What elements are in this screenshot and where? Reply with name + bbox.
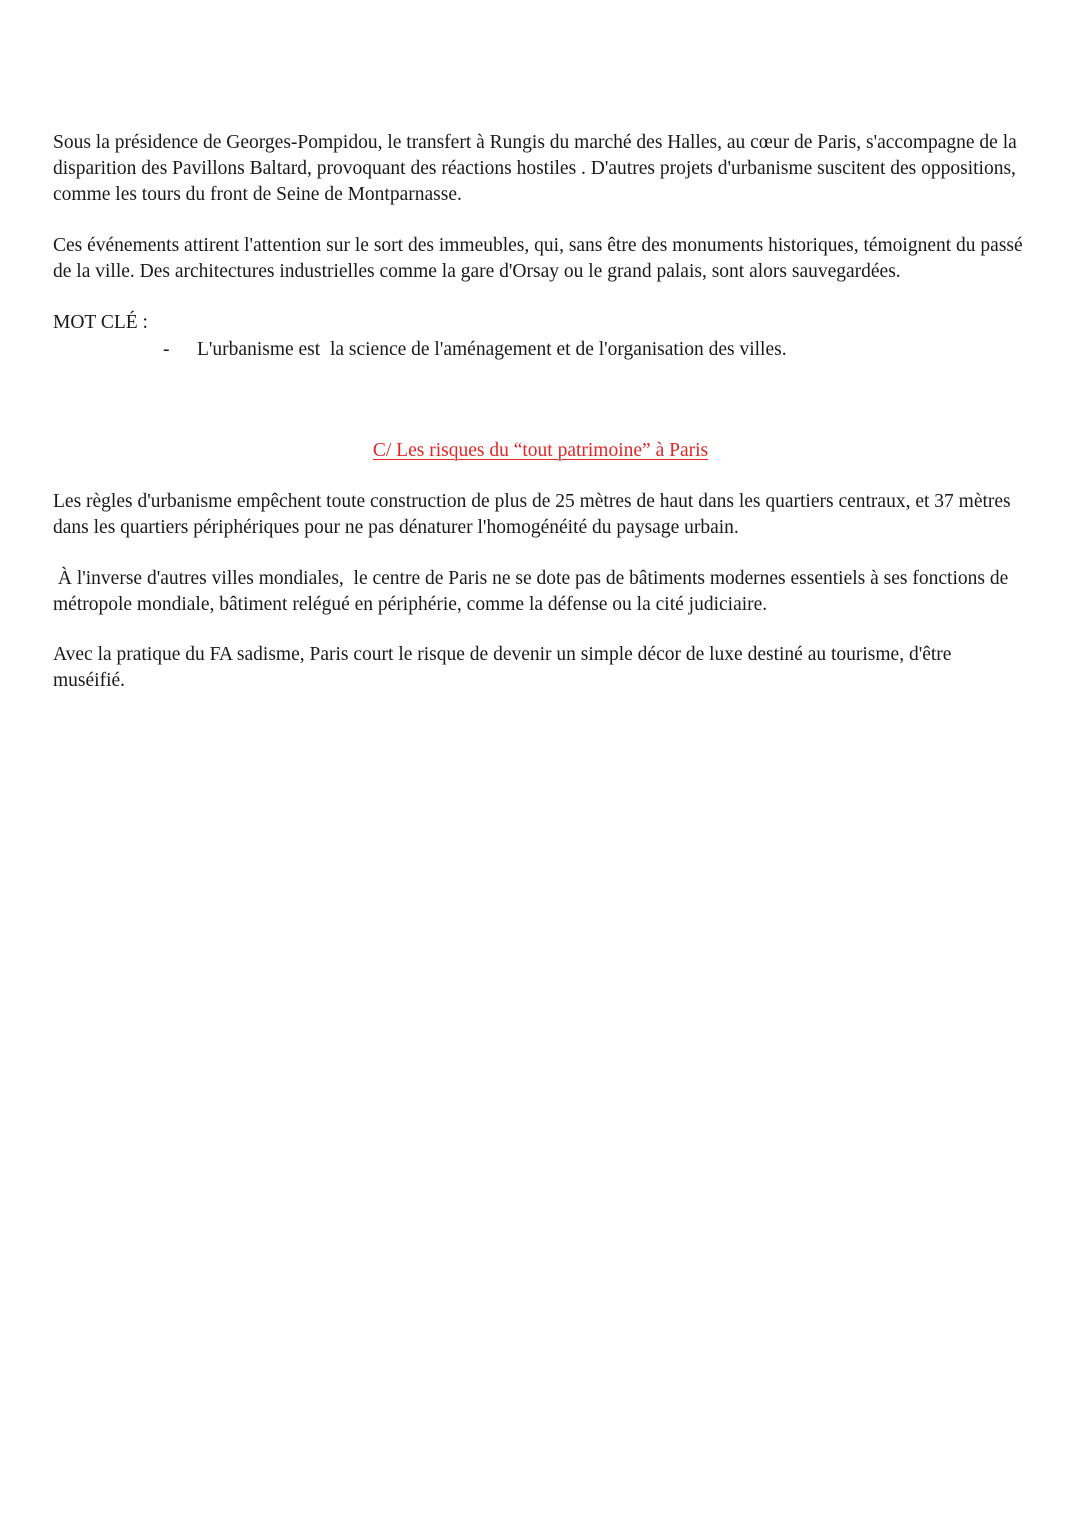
paragraph-immeubles-sauvegarde: Ces événements attirent l'attention sur le sort des immeubles, qui, sans être des monuments historiques, témoignent du passé de la ville. Des architectures industrielles comme la gare d'Orsay ou le grand palais, sont alors sauvegardées. bbox=[53, 235, 1023, 282]
paragraph-pompidou-halles: Sous la présidence de Georges-Pompidou, le transfert à Rungis du marché des Halles, au cœur de Paris, s'accompagne de la disparition des Pavillons Baltard, provoquant des réactions hostiles . D'autres projets d'urbanisme suscitent des oppositions, comme les tours du front de Seine de Montparnasse. bbox=[53, 132, 1017, 205]
section-heading-c: C/ Les risques du “tout patrimoine” à Paris bbox=[372, 440, 709, 461]
paragraph-regles-urbanisme: Les règles d'urbanisme empêchent toute construction de plus de 25 mètres de haut dans les quartiers centraux, et 37 mètres dans les quartiers périphériques pour ne pas dénaturer l'homogénéité du paysage urbain. bbox=[53, 491, 1011, 538]
keyword-bullet: - bbox=[163, 339, 170, 360]
paragraph-villes-mondiales: À l'inverse d'autres villes mondiales, le centre de Paris ne se dote pas de bâtiments modernes essentiels à ses fonctions de métropole mondiale, bâtiment relégué en périphérie, comme la défense ou la cité judiciaire. bbox=[53, 568, 1014, 615]
paragraph-museification: Avec la pratique du FA sadisme, Paris court le risque de devenir un simple décor de luxe destiné au tourisme, d'être muséifié. bbox=[53, 644, 952, 691]
keyword-item bbox=[163, 337, 787, 363]
keyword-label: MOT CLÉ : bbox=[53, 312, 148, 333]
keyword-definition: L'urbanisme est la science de l'aménagement et de l'organisation des villes. bbox=[197, 339, 787, 360]
